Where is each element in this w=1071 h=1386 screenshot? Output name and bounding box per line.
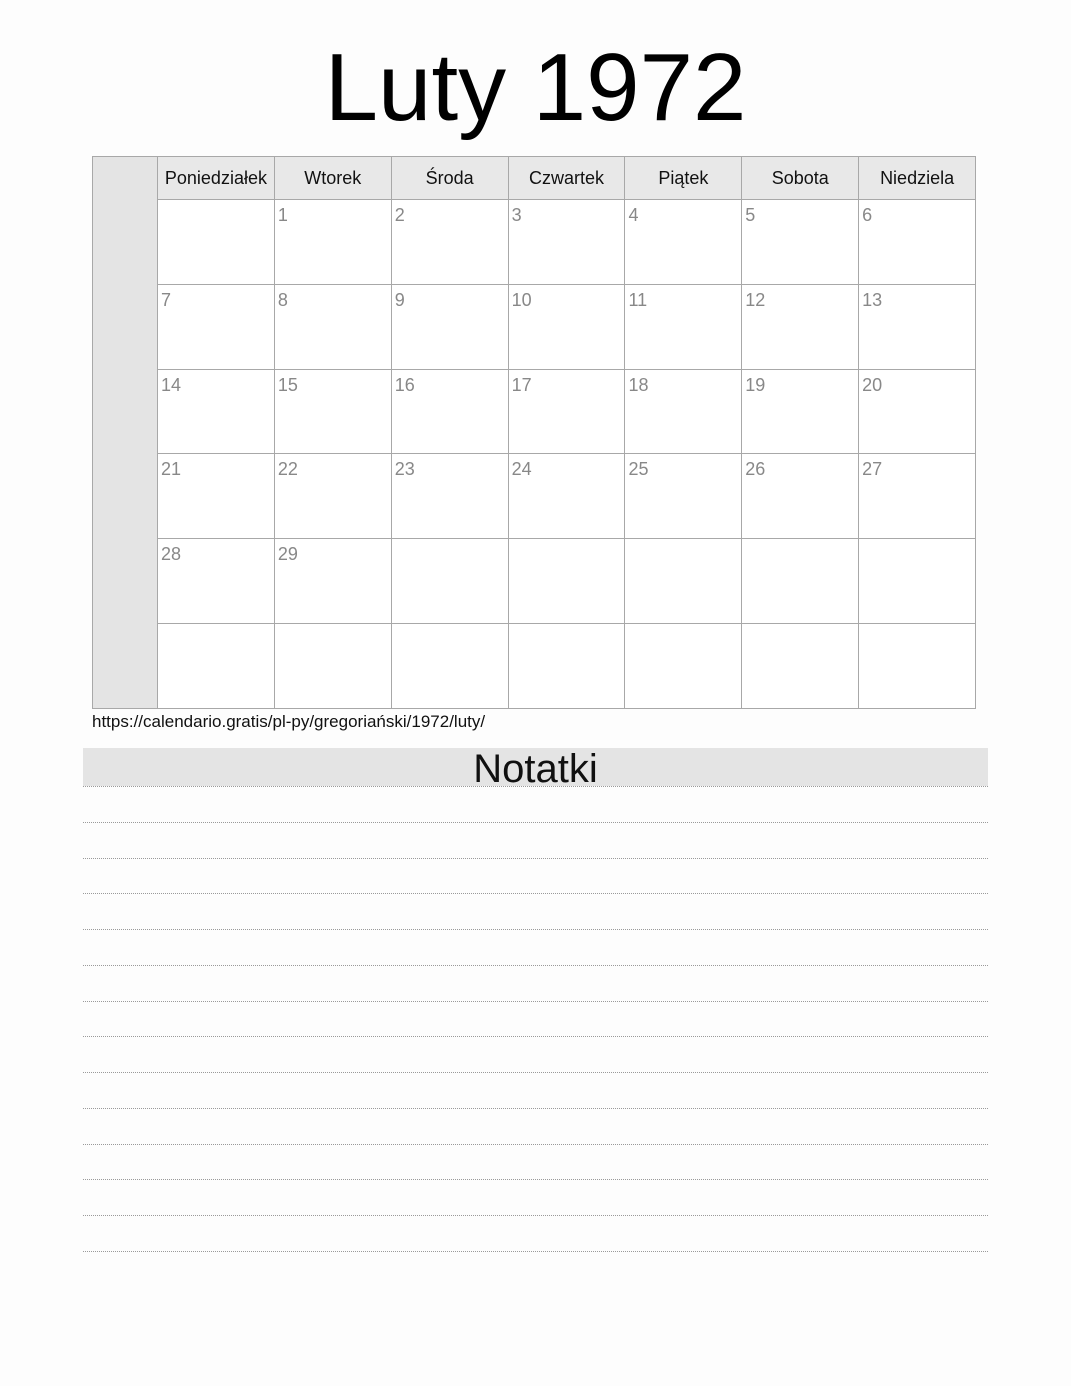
note-line [83, 929, 988, 930]
weekday-sunday: Niedziela [858, 157, 975, 199]
day-cell [741, 200, 858, 284]
weekday-tuesday: Wtorek [274, 157, 391, 199]
note-line [83, 893, 988, 894]
day-number: 15 [277, 374, 298, 395]
note-line [83, 786, 988, 787]
week-number-column [93, 157, 158, 708]
day-cell [158, 539, 274, 623]
calendar-grid [92, 156, 976, 709]
day-number: 2 [394, 205, 405, 225]
day-number: 14 [161, 374, 182, 395]
day-cell [391, 539, 508, 623]
day-number: 13 [862, 289, 883, 310]
day-number: 9 [394, 289, 405, 310]
notes-title: Notatki [83, 748, 988, 786]
weekday-monday: Poniedziałek [164, 167, 267, 188]
weekday-header-row [158, 157, 975, 200]
day-number: 21 [161, 459, 182, 480]
day-cell [274, 539, 391, 623]
note-line [83, 965, 988, 966]
day-cell [391, 285, 508, 369]
day-cell [741, 370, 858, 454]
day-cell [858, 285, 975, 369]
day-number: 6 [862, 205, 873, 225]
day-number: 27 [862, 459, 883, 480]
day-cell [508, 539, 625, 623]
day-cell [391, 454, 508, 538]
day-number: 19 [745, 374, 766, 395]
day-number: 24 [511, 459, 532, 480]
day-cell [858, 200, 975, 284]
day-cell [858, 370, 975, 454]
weekday-thursday: Czwartek [508, 157, 625, 199]
note-line [83, 822, 988, 823]
day-number: 16 [394, 374, 415, 395]
day-cell [274, 624, 391, 708]
day-cell [624, 370, 741, 454]
day-cell [158, 454, 274, 538]
week-row [158, 370, 975, 455]
day-number: 12 [745, 289, 766, 310]
day-cell [624, 200, 741, 284]
day-number: 10 [511, 289, 532, 310]
day-cell [624, 454, 741, 538]
day-cell [158, 200, 274, 284]
week-row [158, 454, 975, 539]
weekday-friday: Piątek [624, 157, 741, 199]
day-cell [274, 200, 391, 284]
day-cell [274, 370, 391, 454]
note-line [83, 1251, 988, 1252]
day-cell [158, 624, 274, 708]
source-url: https://calendario.gratis/pl-py/gregoriański/1972/luty/ [92, 712, 486, 731]
note-line [83, 1179, 988, 1180]
day-cell [624, 539, 741, 623]
note-line [83, 1072, 988, 1073]
day-cell [508, 624, 625, 708]
day-number: 26 [745, 459, 766, 480]
day-number: 25 [628, 459, 649, 480]
day-cell [741, 539, 858, 623]
week-rows [158, 200, 975, 708]
day-cell [391, 200, 508, 284]
day-cell [508, 285, 625, 369]
day-number: 20 [862, 374, 883, 395]
day-cell [624, 624, 741, 708]
page-title: Luty 1972 [324, 34, 747, 141]
day-cell [858, 624, 975, 708]
day-number: 28 [161, 544, 182, 565]
day-cell [274, 285, 391, 369]
note-line [83, 1001, 988, 1002]
note-line [83, 858, 988, 859]
day-number: 4 [628, 205, 639, 225]
day-cell [158, 285, 274, 369]
day-cell [274, 454, 391, 538]
day-cell [624, 285, 741, 369]
day-cell [158, 370, 274, 454]
day-number: 29 [277, 544, 298, 565]
day-number: 5 [745, 205, 756, 225]
day-number: 3 [511, 205, 522, 225]
day-cell [391, 370, 508, 454]
note-line [83, 1215, 988, 1216]
day-cell [508, 200, 625, 284]
day-number: 7 [161, 289, 172, 310]
day-cell [741, 285, 858, 369]
day-number: 23 [394, 459, 415, 480]
day-number: 11 [628, 289, 648, 310]
day-cell [508, 370, 625, 454]
day-number: 8 [277, 289, 288, 310]
day-number: 18 [628, 374, 649, 395]
week-row [158, 624, 975, 708]
day-cell [858, 454, 975, 538]
weekday-wednesday: Środa [391, 157, 508, 199]
calendar-body [158, 157, 975, 708]
week-row [158, 200, 975, 285]
day-number: 22 [277, 459, 298, 480]
day-cell [391, 624, 508, 708]
weekday-saturday: Sobota [741, 157, 858, 199]
note-line [83, 1144, 988, 1145]
week-row [158, 285, 975, 370]
day-cell [508, 454, 625, 538]
day-cell [741, 624, 858, 708]
note-line [83, 1036, 988, 1037]
week-row [158, 539, 975, 624]
note-line [83, 1108, 988, 1109]
day-cell [858, 539, 975, 623]
day-number: 1 [277, 205, 288, 225]
day-number: 17 [511, 374, 532, 395]
day-cell [741, 454, 858, 538]
